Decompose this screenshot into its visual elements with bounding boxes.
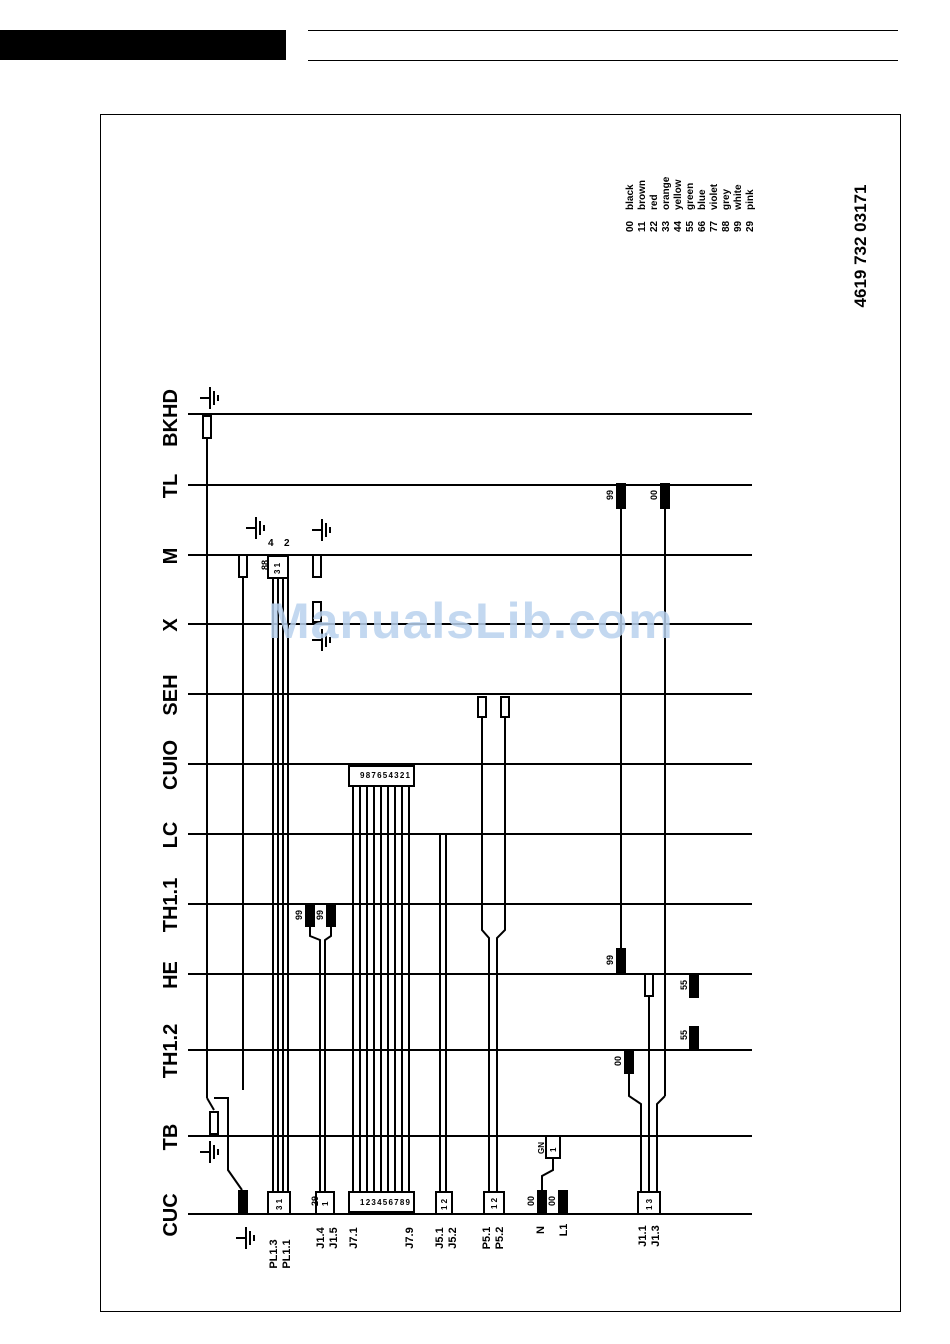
gn-wire [542,1158,553,1190]
label-j52: J5.2 [447,1227,459,1249]
legend-name-99: white [733,184,744,210]
legend-name-77: violet [709,183,720,210]
tl-terminal-left [616,483,626,509]
legend-code-11: 11 [637,221,648,232]
label-j14: J1.4 [315,1227,327,1249]
legend-name-11: brown [637,180,648,210]
row-label-he: HE [160,961,182,989]
legend-code-44: 44 [673,220,684,232]
tl-code-right: 00 [649,489,659,500]
m-pin-2: 2 [284,538,290,549]
legend-code-66: 66 [697,220,708,232]
legend-name-33: orange [661,176,672,210]
row-label-bkhd: BKHD [160,389,182,447]
row-label-m: M [160,547,182,565]
l1-terminal [558,1190,568,1214]
bkhd-earth-wire [207,438,243,1190]
earth-symbol-bkhd [200,387,218,409]
j7-connector-pins: 1 2 3 4 5 6 7 8 9 [360,1198,410,1207]
gn-code: GN [537,1142,546,1154]
row-label-cuio: CUIO [160,740,182,790]
legend-name-55: green [685,182,696,210]
label-j51: J5.1 [434,1227,446,1249]
label-pl11: PL1.1 [281,1239,293,1269]
he-terminal-right [689,974,699,998]
he-code-left: 99 [605,954,615,965]
label-p51: P5.1 [481,1226,493,1250]
cuc-wire-code-29: 29 [310,1195,320,1206]
legend-name-22: red [649,194,660,210]
label-j79: J7.9 [404,1227,416,1249]
label-j15: J1.5 [328,1227,340,1249]
earth-symbol-tb [200,1141,218,1163]
legend-name-88: grey [721,188,732,210]
cuio-j7-ribbon [353,786,409,1192]
th12-terminal-left [624,1050,634,1074]
m-connector-pins: 3 1 [273,562,282,574]
p5-connector-pins: 1 2 [490,1197,499,1209]
seh-p5-wires [482,717,505,1192]
earth-symbol-m-left [246,517,264,539]
colour-legend [625,176,756,232]
he-terminal-left [616,948,626,974]
lc-j5-wires [440,834,446,1192]
legend-code-77: 77 [709,220,720,232]
label-pl13: PL1.3 [268,1239,280,1269]
legend-code-29: 29 [745,220,756,232]
document-number: 4619 732 03171 [851,184,870,308]
watermark: ManualsLib.com [268,593,674,649]
label-j11: J1.1 [637,1225,649,1247]
j1-right-connector-pins: 1 3 [645,1198,654,1210]
j5-connector-pins: 1 2 [440,1198,449,1210]
legend-code-88: 88 [721,220,732,232]
th11-code-b: 99 [315,909,325,920]
n-code: 00 [526,1195,536,1206]
seh-terminal-2 [501,697,509,717]
l1-code: 00 [547,1195,557,1206]
seh-terminal-1 [478,697,486,717]
th12-code-right: 55 [679,1029,689,1040]
th11-terminal-a [305,905,315,927]
tl-code-left: 99 [605,489,615,500]
tb-terminal [210,1112,218,1134]
cuc-earth-terminal [238,1190,248,1214]
label-l1: L1 [558,1223,570,1237]
earth-symbol-m-right [312,519,330,541]
he-terminal-middle [645,974,653,996]
label-p52: P5.2 [494,1226,506,1250]
legend-code-99: 99 [733,220,744,232]
m-pl-wires [273,578,288,1192]
pl-connector-pins: 3 1 [275,1198,284,1210]
earth-symbol-cuc [236,1227,254,1249]
tb-gn-terminal [546,1136,560,1158]
n-terminal [537,1190,547,1214]
m-pin-4: 4 [268,538,274,549]
th11-terminal-b [326,905,336,927]
legend-name-29: pink [745,189,756,210]
label-j71: J7.1 [348,1227,360,1249]
row-label-x: X [160,618,182,632]
th12-terminal-right [689,1026,699,1050]
legend-code-22: 22 [649,220,660,232]
th12-code-left: 00 [613,1055,623,1066]
row-label-th11: TH1.1 [160,877,182,933]
cuio-connector-pins: 9 8 7 6 5 4 3 2 1 [360,771,410,780]
legend-code-00: 00 [625,220,636,232]
legend-code-55: 55 [685,220,696,232]
j1-left-connector-pin: 1 [321,1201,330,1206]
legend-name-44: yellow [673,179,684,210]
legend-code-33: 33 [661,220,672,232]
row-label-lc: LC [160,821,182,849]
he-code-right: 55 [679,979,689,990]
row-label-cuc: CUC [160,1193,182,1237]
tl-terminal-right [660,483,670,509]
m-terminal-left [239,555,247,577]
row-label-th12: TH1.2 [160,1023,182,1079]
label-n: N [535,1226,547,1234]
label-j13: J1.3 [650,1225,662,1247]
th11-code-a: 99 [294,909,304,920]
th11-j1-wires [310,927,331,1192]
legend-name-66: blue [697,189,708,210]
legend-name-00: black [625,184,636,210]
row-label-tb: TB [160,1123,182,1151]
row-label-seh: SEH [160,674,182,716]
tb-gn-pin: 1 [549,1147,558,1152]
m-terminal-right [313,555,321,577]
m-wire-code: 88 [260,559,270,570]
row-label-tl: TL [160,473,182,499]
bkhd-terminal [203,416,211,438]
